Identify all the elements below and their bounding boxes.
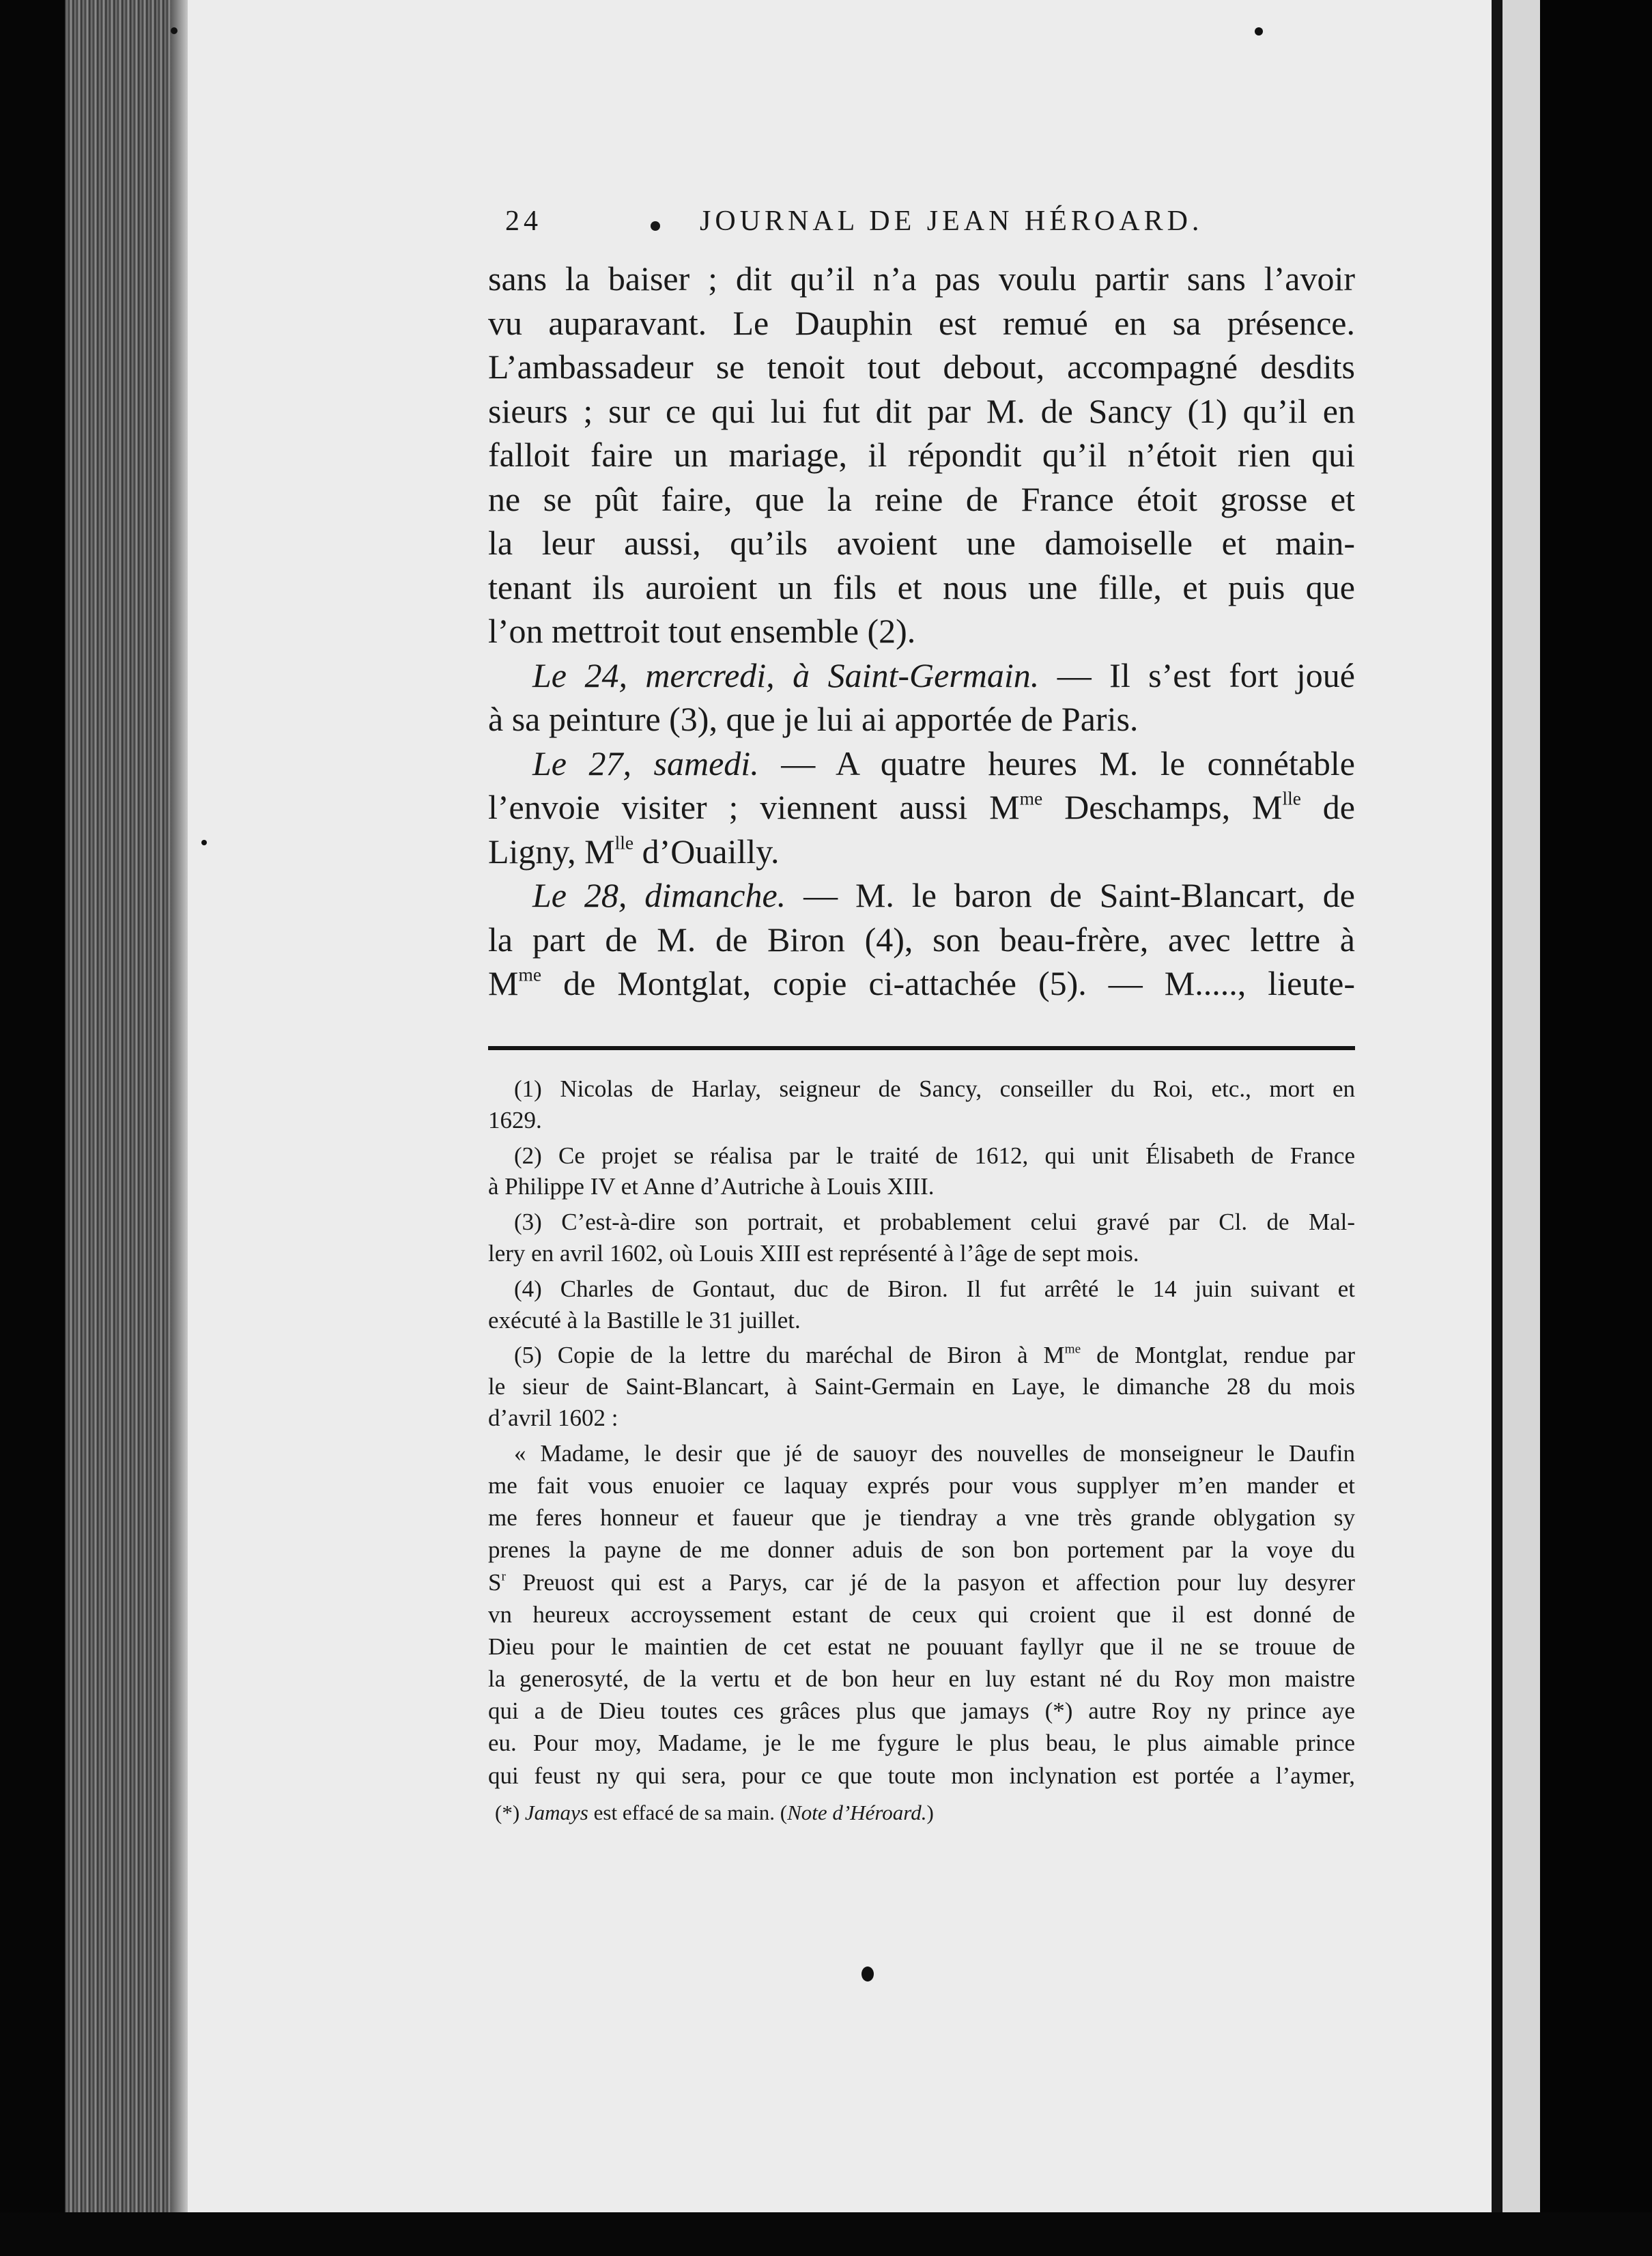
footnote-4-cont: exécuté à la Bastille le 31 juillet. [488, 1306, 801, 1334]
ink-speck [1255, 27, 1263, 36]
letter-line: me fait vous enuoier ce laquay exprés pour vous supplyer m’en mander et [488, 1471, 1355, 1499]
entry-line: Le 24, mercredi, à Saint-Germain. — Il s’est fort joué [532, 655, 1355, 694]
footnote-5: (5) Copie de la lettre du maréchal de Biron à $M^{me}$ de Montglat, rendue par [514, 1342, 1355, 1369]
entry-date: Le 27, samedi. [532, 744, 759, 782]
gutter-shadow [171, 0, 188, 2256]
footnote-rule [488, 1046, 1355, 1050]
ink-speck [861, 1966, 874, 1982]
letter-line: eu. Pour moy, Madame, je le me fygure le plus beau, le plus aimable prince [488, 1730, 1355, 1757]
letter-line: vn heureux accroyssement estant de ceux qui croient que il est donné de [488, 1601, 1355, 1628]
text-line: la leur aussi, qu’ils avoient une damoiselle et main- [488, 524, 1355, 562]
footnote-5-cont: le sieur de Saint-Blancart, à Saint-Germain en Laye, le dimanche 28 du mois [488, 1373, 1355, 1400]
text-line: falloit faire un mariage, il répondit qu’il n’étoit rien qui [488, 436, 1355, 474]
footnote-4: (4) Charles de Gontaut, duc de Biron. Il fut arrêté le 14 juin suivant et [514, 1275, 1355, 1302]
text-line: la part de M. de Biron (4), son beau-frère, avec lettre à [488, 920, 1355, 959]
letter-subnote: (*) Jamays est effacé de sa main. (Note d’Héroard.) [495, 1800, 934, 1824]
running-title: JOURNAL DE JEAN HÉROARD. [700, 206, 1204, 237]
text-line: sieurs ; sur ce qui lui fut dit par M. de Sancy (1) qu’il en [488, 391, 1355, 430]
book-page-stack [65, 0, 171, 2256]
footnotes [488, 1073, 1355, 1828]
letter-line: « Madame, le desir que jé de sauoyr des nouvelles de monseigneur le Daufin [514, 1439, 1355, 1467]
footnote-3: (3) C’est-à-dire son portrait, et probablement celui gravé par Cl. de Mal- [514, 1209, 1355, 1236]
text-line: l’envoie visiter ; viennent aussi $M^{me}$ Deschamps, $M^{lle}$ de [488, 787, 1355, 826]
scan-bottom-border [0, 2212, 1652, 2256]
text-line: tenant ils auroient un fils et nous une fille, et puis que [488, 567, 1355, 606]
text-line: à sa peinture (3), que je lui ai apportée de Paris. [488, 700, 1139, 738]
ornament-dot [651, 221, 660, 231]
letter-line: qui feust ny qui sera, pour ce que toute mon inclynation est portée a l’aymer, [488, 1762, 1355, 1789]
text-line: $M^{me}$ de Montglat, copie ci-attachée (5). — M....., lieute- [488, 963, 1355, 1002]
main-text [488, 257, 1355, 1006]
scan-right-border [1540, 0, 1652, 2256]
footnote-2: (2) Ce projet se réalisa par le traité de 1612, qui unit Élisabeth de France [514, 1142, 1355, 1169]
ink-speck [171, 27, 177, 34]
entry-date: Le 24, mercredi, à Saint-Germain. [532, 655, 1040, 694]
page-right-edge [1492, 0, 1503, 2256]
facing-page-strip [1503, 0, 1540, 2256]
footnote-3-cont: lery en avril 1602, où Louis XIII est représenté à l’âge de sept mois. [488, 1239, 1139, 1267]
footnote-1-cont: 1629. [488, 1106, 542, 1133]
ink-speck [201, 840, 207, 845]
letter-line: prenes la payne de me donner aduis de son bon portement par la voye du [488, 1536, 1355, 1564]
footnote-1: (1) Nicolas de Harlay, seigneur de Sancy, conseiller du Roi, etc., mort en [514, 1075, 1355, 1102]
text-line: L’ambassadeur se tenoit tout debout, accompagné desdits [488, 348, 1355, 386]
scan-left-border [0, 0, 65, 2256]
text-line: sans la baiser ; dit qu’il n’a pas voulu partir sans l’avoir [488, 259, 1355, 298]
page-number: 24 [505, 206, 542, 237]
letter-line: me feres honneur et faueur que je tiendray a vne très grande oblygation sy [488, 1504, 1355, 1532]
entry-line: Le 27, samedi. — A quatre heures M. le connétable [532, 744, 1355, 782]
letter-line: $S^r$ Preuost qui est a Parys, car jé de la pasyon et affection pour luy desyrer [488, 1568, 1355, 1596]
letter-line: la generosyté, de la vertu et de bon heur en luy estant né du Roy mon maistre [488, 1665, 1355, 1693]
text-line: vu auparavant. Le Dauphin est remué en sa présence. [488, 303, 1355, 342]
letter-line: Dieu pour le maintien de cet estat ne pouuant fayllyr que il ne se trouue de [488, 1633, 1355, 1660]
running-head [488, 205, 1355, 246]
text-line: l’on mettroit tout ensemble (2). [488, 612, 916, 650]
text-line: ne se pût faire, que la reine de France étoit grosse et [488, 479, 1355, 518]
text-line: Ligny, $M^{lle}$ d’Ouailly. [488, 831, 780, 871]
letter-line: qui a de Dieu toutes ces grâces plus que jamays (*) autre Roy ny prince aye [488, 1697, 1355, 1725]
entry-date: Le 28, dimanche. [532, 876, 786, 914]
entry-line: Le 28, dimanche. — M. le baron de Saint-Blancart, de [532, 876, 1355, 914]
footnote-2-cont: à Philippe IV et Anne d’Autriche à Louis XIII. [488, 1173, 935, 1200]
footnote-5-cont: d’avril 1602 : [488, 1404, 618, 1431]
